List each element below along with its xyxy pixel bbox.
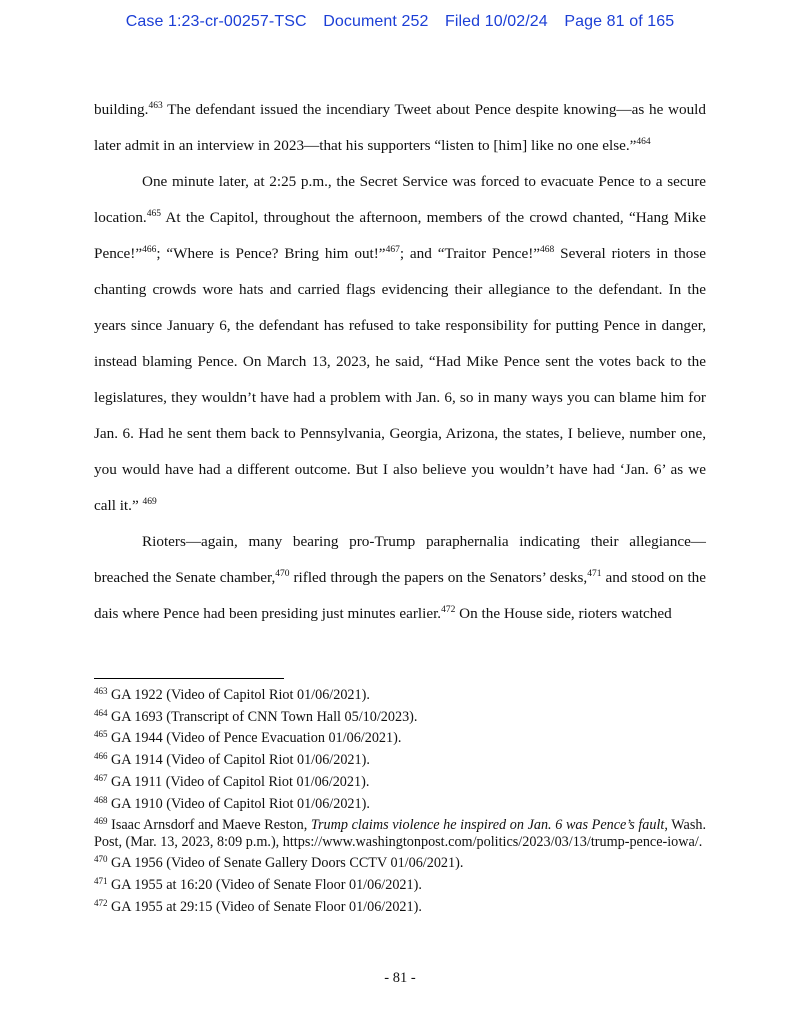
footnote: $^{467}$ GA 1911 (Video of Capitol Riot 01/06/2021). — [94, 772, 370, 790]
footnote: $^{471}$ GA 1955 at 16:20 (Video of Senate Floor 01/06/2021). — [94, 875, 422, 893]
case-number: Case 1:23-cr-00257-TSC — [125, 13, 307, 30]
paragraph-3: Rioters—again, many bearing pro-Trump paraphernalia indicating their allegiance—breached the Senate chamber,$^{470}$ rifled through the papers on the Senators’ desks,$^{471}$ and stood on the dais where Pence had been presiding just minutes earlier.$^{472}$ On the House side, rioters watched — [94, 533, 706, 622]
footnote: $^{465}$ GA 1944 (Video of Pence Evacuation 01/06/2021). — [94, 729, 402, 747]
page-indicator: Page 81 of 165 — [564, 13, 675, 30]
paragraph-2: One minute later, at 2:25 p.m., the Secret Service was forced to evacuate Pence to a secure location.$^{465}$ At the Capitol, throughout the afternoon, members of the crowd chanted, “Hang Mike Pence!”$^{466}$; “Where is Pence? Bring him out!”$^{467}$; and “Traitor Pence!”$^{468}$ Several rioters in those chanting crowds wore hats and carried flags evidencing their allegiance to the defendant. In the years since January 6, the defendant has refused to take responsibility for putting Pence in danger, instead blaming Pence. On March 13, 2023, he said, “Had Mike Pence sent the votes back to the legislatures, they wouldn’t have had a problem with Jan. 6, so in many ways you can blame him for Jan. 6. Had he sent them back to Pennsylvania, Georgia, Arizona, the states, I believe, number one, you would have had a different outcome. But I also believe you wouldn’t have had ‘Jan. 6’ as we call it.” $^{469}$ — [94, 173, 706, 514]
footnote: $^{469}$ Isaac Arnsdorf and Maeve Reston, Trump claims violence he inspired on Jan. 6 was Pence’s fault, Wash. Post, (Mar. 13, 2023, 8:09 p.m.), https://www.washingtonpost.com/politics/2023/03/13/trump-pence-iowa/. — [94, 816, 706, 850]
footnote-ref: 463 — [148, 101, 163, 111]
footnote-ref: 469 — [142, 497, 157, 507]
footnote-ref: 470 — [275, 569, 290, 579]
article-title: Trump claims violence he inspired on Jan. 6 was Pence’s fault — [310, 817, 665, 834]
footnote: $^{470}$ GA 1956 (Video of Senate Gallery Doors CCTV 01/06/2021). — [94, 854, 464, 872]
paragraph-1: building.$^{463}$ The defendant issued the incendiary Tweet about Pence despite knowing—as he would later admit in an interview in 2023—that his supporters “listen to [him] like no one else.”$^{464}$ — [94, 101, 706, 154]
case-header — [0, 13, 800, 31]
footnote: $^{463}$ GA 1922 (Video of Capitol Riot 01/06/2021). — [94, 686, 370, 703]
footnote-ref: 471 — [587, 569, 602, 579]
footnote-ref: 465 — [146, 209, 161, 219]
footnote: $^{466}$ GA 1914 (Video of Capitol Riot 01/06/2021). — [94, 751, 370, 769]
footnote-ref: 467 — [385, 245, 400, 255]
page-number: - 81 - — [384, 970, 416, 986]
body-text — [94, 92, 706, 632]
footnote-divider — [94, 678, 284, 679]
footnote-ref: 472 — [441, 605, 456, 615]
footnote-ref: 468 — [540, 245, 555, 255]
filed-date: Filed 10/02/24 — [445, 13, 548, 30]
footnote: $^{472}$ GA 1955 at 29:15 (Video of Senate Floor 01/06/2021). — [94, 897, 422, 915]
footnote: $^{468}$ GA 1910 (Video of Capitol Riot 01/06/2021). — [94, 794, 370, 812]
document-number: Document 252 — [323, 13, 429, 30]
footnote-ref: 464 — [636, 137, 651, 147]
footnotes — [94, 685, 706, 918]
footnote: $^{464}$ GA 1693 (Transcript of CNN Town Hall 05/10/2023). — [94, 707, 418, 725]
footnote-ref: 466 — [142, 245, 157, 255]
